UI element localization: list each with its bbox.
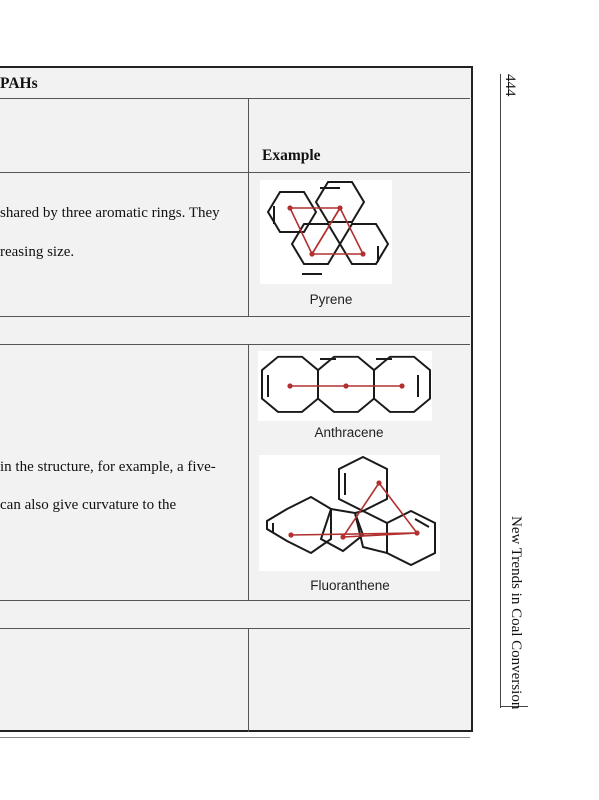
row1-text-line1: shared by three aromatic rings. They: [0, 205, 220, 221]
fluoranthene-caption: Fluoranthene: [310, 578, 390, 593]
row1-text-line2: reasing size.: [0, 244, 75, 260]
example-column-header: Example: [262, 147, 321, 164]
table-rule-header: [0, 172, 470, 173]
anthracene-caption: Anthracene: [314, 425, 384, 440]
column-divider-top: [248, 98, 249, 316]
row2-text-line1: in the structure, for example, a five-: [0, 459, 216, 475]
margin-rule: [500, 104, 501, 708]
column-divider-mid: [248, 344, 249, 600]
anthracene-drawing: [258, 351, 432, 421]
fluoranthene-drawing: [259, 455, 440, 571]
pyrene-caption: Pyrene: [309, 292, 353, 307]
pyrene-structure: [260, 180, 392, 284]
table-rule-row1: [0, 316, 470, 317]
row2-text-line2: can also give curvature to the: [0, 497, 177, 513]
table-rule-row2: [0, 600, 470, 601]
table-title: PAHs: [0, 75, 38, 92]
pyrene-drawing: [260, 180, 392, 284]
table-rule-row2b: [0, 628, 470, 629]
table-rule-title: [0, 98, 470, 99]
anthracene-structure: [258, 351, 432, 421]
table-bottom-rule: [0, 737, 470, 738]
column-divider-bottom: [248, 628, 249, 732]
table-rule-row1b: [0, 344, 470, 345]
running-head: New Trends in Coal Conversion: [508, 516, 524, 710]
fluoranthene-structure: [259, 455, 440, 571]
page-number: 444: [502, 74, 518, 97]
